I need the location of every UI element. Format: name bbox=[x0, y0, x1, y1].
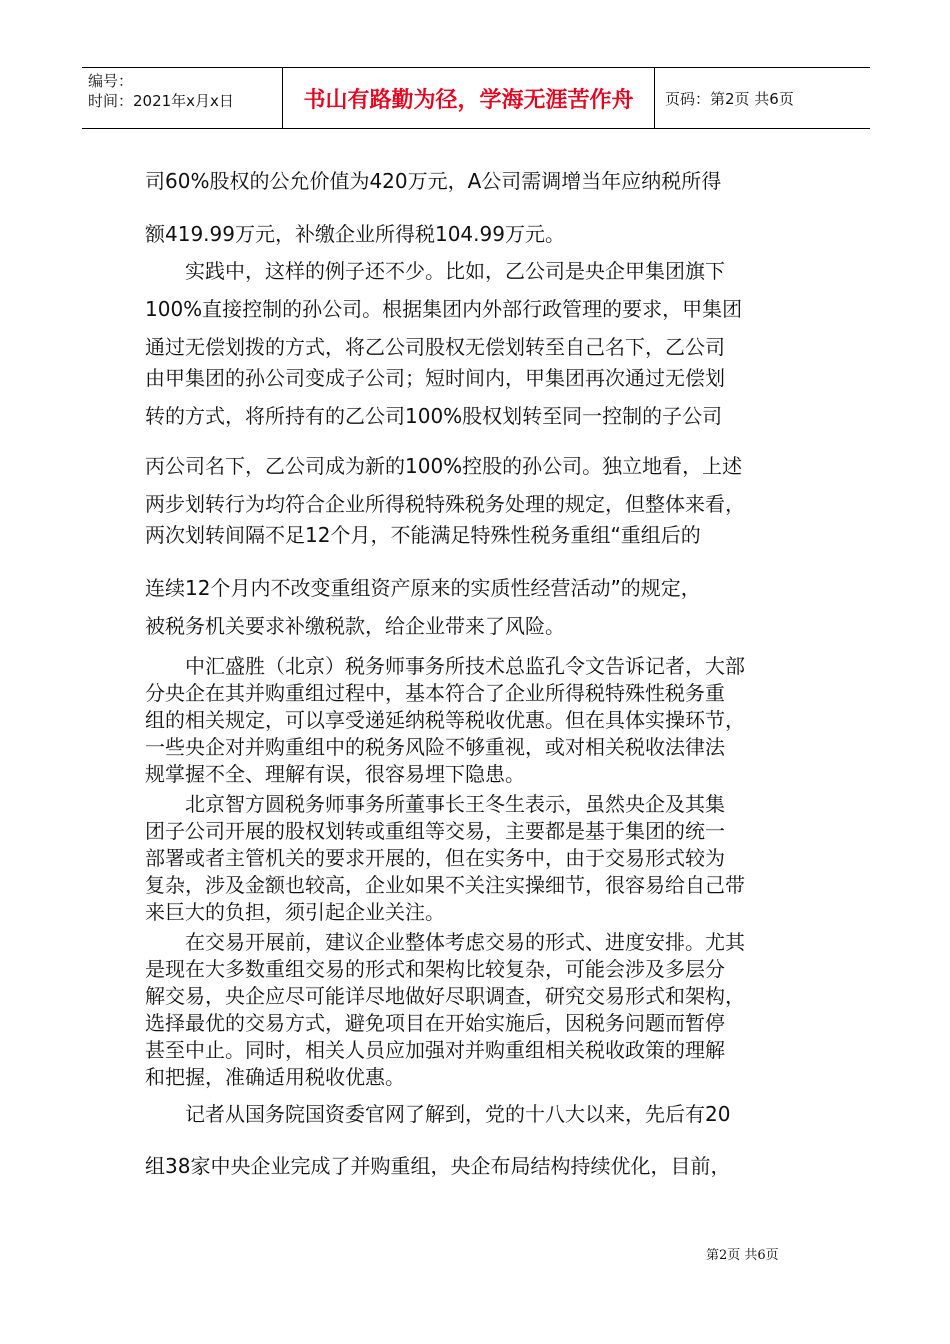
text-line: 记者从国务院国资委官网了解到，党的十八大以来，先后有20 bbox=[185, 1102, 731, 1126]
text-line: 解交易，央企应尽可能详尽地做好尽职调查，研究交易形式和架构， bbox=[145, 984, 745, 1008]
text-line: 司60%股权的公允价值为420万元，A公司需调增当年应纳税所得 bbox=[145, 169, 722, 193]
motto: 书山有路勤为径，学海无涯苦作舟 bbox=[283, 68, 655, 128]
header-meta-cell bbox=[82, 68, 283, 128]
text-line: 来巨大的负担，须引起企业关注。 bbox=[145, 900, 445, 924]
text-line: 一些央企对并购重组中的税务风险不够重视，或对相关税收法律法 bbox=[145, 735, 725, 759]
text-line: 转的方式，将所持有的乙公司100%股权划转至同一控制的子公司 bbox=[145, 404, 723, 428]
paragraph-2b bbox=[145, 453, 815, 549]
text-line: 甚至中止。同时，相关人员应加强对并购重组相关税收政策的理解 bbox=[145, 1038, 725, 1062]
footer-page-number: 第2页 共6页 bbox=[706, 1248, 779, 1263]
text-line: 选择最优的交易方式，避免项目在开始实施后，因税务问题而暂停 bbox=[145, 1011, 725, 1035]
header-page-label: 页码：第2页 共6页 bbox=[665, 89, 794, 108]
time-label: 时间：2021年x月x日 bbox=[88, 92, 234, 110]
text-line: 复杂，涉及金额也较高，企业如果不关注实操细节，很容易给自己带 bbox=[145, 873, 745, 897]
text-line: 部署或者主管机关的要求开展的，但在实务中，由于交易形式较为 bbox=[145, 846, 725, 870]
text-line: 额419.99万元，补缴企业所得税104.99万元。 bbox=[145, 222, 565, 246]
text-line: 分央企在其并购重组过程中，基本符合了企业所得税特殊性税务重 bbox=[145, 681, 725, 705]
text-line: 被税务机关要求补缴税款，给企业带来了风险。 bbox=[145, 614, 565, 638]
text-line: 实践中，这样的例子还不少。比如，乙公司是央企甲集团旗下 bbox=[185, 259, 725, 283]
paragraph-4 bbox=[145, 791, 815, 926]
text-line: 在交易开展前，建议企业整体考虑交易的形式、进度安排。尤其 bbox=[185, 930, 745, 954]
paragraph-3 bbox=[145, 653, 815, 788]
serial-label: 编号： bbox=[88, 72, 134, 90]
text-line: 是现在大多数重组交易的形式和架构比较复杂，可能会涉及多层分 bbox=[145, 957, 725, 981]
paragraph-2a bbox=[145, 258, 815, 430]
text-line: 由甲集团的孙公司变成子公司；短时间内，甲集团再次通过无偿划 bbox=[145, 366, 725, 390]
text-line: 中汇盛胜（北京）税务师事务所技术总监孔令文告诉记者，大部 bbox=[185, 654, 745, 678]
text-line: 丙公司名下，乙公司成为新的100%控股的孙公司。独立地看，上述 bbox=[145, 454, 743, 478]
text-line: 两次划转间隔不足12个月，不能满足特殊性税务重组“重组后的 bbox=[145, 523, 701, 547]
text-line: 规掌握不全、理解有误，很容易埋下隐患。 bbox=[145, 762, 525, 786]
text-line: 北京智方圆税务师事务所董事长王冬生表示，虽然央企及其集 bbox=[185, 792, 725, 816]
paragraph-6b bbox=[145, 1153, 815, 1180]
paragraph-1 bbox=[145, 168, 815, 248]
text-line: 组的相关规定，可以享受递延纳税等税收优惠。但在具体实操环节， bbox=[145, 708, 745, 732]
paragraph-2c bbox=[145, 575, 815, 640]
text-line: 组38家中央企业完成了并购重组，央企布局结构持续优化，目前， bbox=[145, 1154, 731, 1178]
paragraph-5 bbox=[145, 929, 815, 1091]
text-line: 100%直接控制的孙公司。根据集团内外部行政管理的要求，甲集团 bbox=[145, 297, 743, 321]
text-line: 连续12个月内不改变重组资产原来的实质性经营活动”的规定， bbox=[145, 576, 701, 600]
text-line: 两步划转行为均符合企业所得税特殊税务处理的规定，但整体来看， bbox=[145, 492, 745, 516]
text-line: 和把握，准确适用税收优惠。 bbox=[145, 1065, 405, 1089]
header-table bbox=[82, 67, 870, 129]
text-line: 团子公司开展的股权划转或重组等交易，主要都是基于集团的统一 bbox=[145, 819, 725, 843]
paragraph-6a bbox=[145, 1101, 815, 1128]
text-line: 通过无偿划拨的方式，将乙公司股权无偿划转至自己名下，乙公司 bbox=[145, 335, 725, 359]
